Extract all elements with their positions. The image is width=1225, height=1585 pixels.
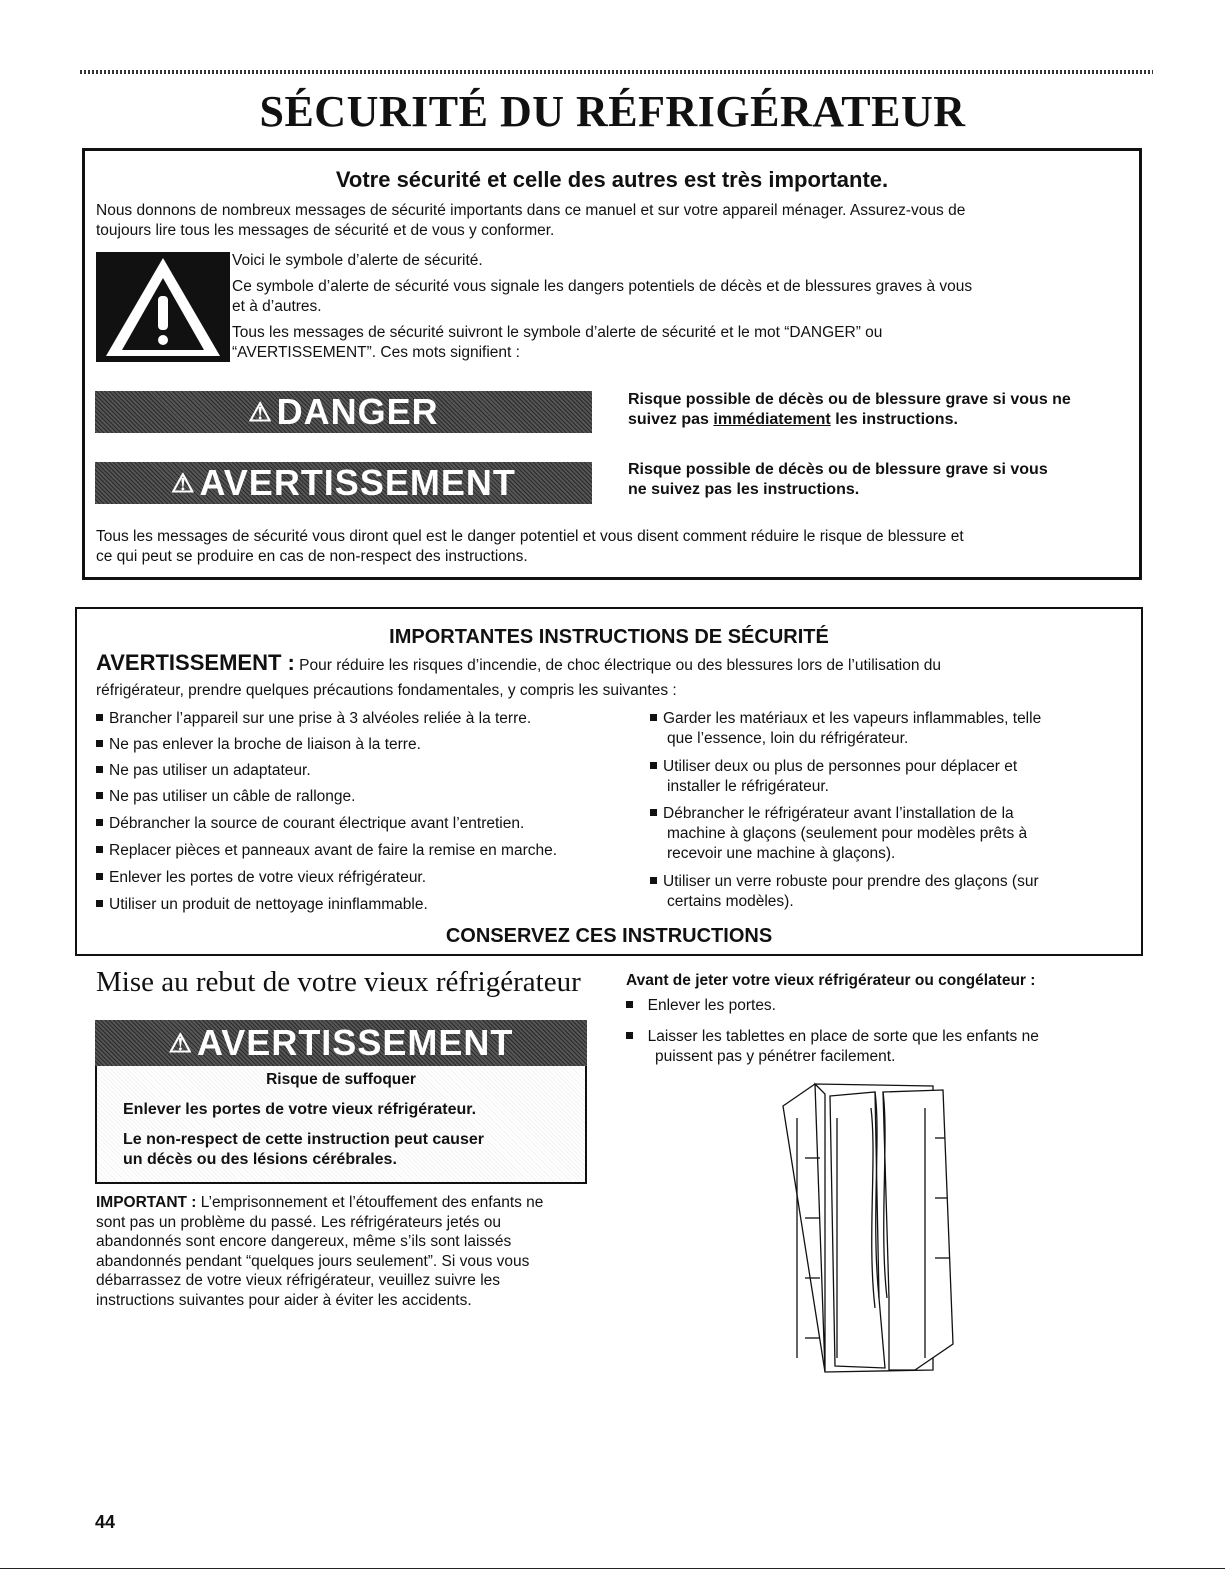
- consequence-1: Le non-respect de cette instruction peut causer: [123, 1131, 484, 1148]
- instruction-item-text: Utiliser un produit de nettoyage ininflammable.: [109, 896, 428, 913]
- words-1: Tous les messages de sécurité suivront le symbole d’alerte de sécurité et le mot “DANGER” ou: [232, 324, 883, 341]
- bullet-icon: [96, 766, 103, 773]
- bottom-rule: [0, 1568, 1225, 1569]
- safety-heading: Votre sécurité et celle des autres est très importante.: [335, 167, 889, 192]
- safety-alert-icon: [96, 252, 230, 362]
- instruction-item-cont: [667, 892, 794, 912]
- instruction-item-text: recevoir une machine à glaçons).: [667, 845, 896, 862]
- action-text: Enlever les portes de votre vieux réfrigérateur.: [123, 1101, 477, 1118]
- instruction-item: [96, 868, 426, 888]
- instruction-item-text: Débrancher le réfrigérateur avant l’installation de la: [663, 805, 1014, 822]
- risk-label: Risque de suffoquer: [266, 1071, 416, 1088]
- bullet-icon: [650, 809, 657, 816]
- danger-desc-2: [628, 410, 958, 430]
- important-line: [96, 1193, 543, 1213]
- instructions-warning-word: AVERTISSEMENT :: [96, 650, 295, 675]
- bullet-icon: [96, 900, 103, 907]
- instruction-item-text: installer le réfrigérateur.: [667, 778, 829, 795]
- warning-label: AVERTISSEMENT: [199, 462, 516, 503]
- important-line: [96, 1252, 543, 1272]
- instruction-item-text: certains modèles).: [667, 893, 794, 910]
- bullet-icon: [650, 714, 657, 721]
- safety-outro-2: ce qui peut se produire en cas de non-respect des instructions.: [96, 548, 528, 565]
- bullet-icon: [96, 846, 103, 853]
- symbol-desc-1: Ce symbole d’alerte de sécurité vous signale les dangers potentiels de décès et de blessures graves à vous: [232, 278, 973, 295]
- safety-intro-2: toujours lire tous les messages de sécurité et de vous y conformer.: [96, 222, 555, 239]
- safety-outro-1: Tous les messages de sécurité vous diront quel est le danger potentiel et vous disent comment réduire le risque de blessure et: [96, 528, 964, 545]
- safety-intro-1: Nous donnons de nombreux messages de sécurité importants dans ce manuel et sur votre appareil ménager. Assurez-vous de: [96, 202, 966, 219]
- bullet-icon: [96, 819, 103, 826]
- bullet-icon: [96, 873, 103, 880]
- bullet-icon: [96, 714, 103, 721]
- instruction-item-text: Ne pas enlever la broche de liaison à la terre.: [109, 736, 421, 753]
- instruction-item-text: Ne pas utiliser un câble de rallonge.: [109, 788, 356, 805]
- warning-desc-1: Risque possible de décès ou de blessure grave si vous: [628, 461, 1048, 478]
- instruction-item: [650, 757, 1017, 777]
- refrigerator-illustration: [775, 1078, 980, 1383]
- symbol-desc-2: et à d’autres.: [232, 298, 322, 315]
- bullet-icon: [96, 740, 103, 747]
- instruction-item-text: Utiliser deux ou plus de personnes pour déplacer et: [663, 758, 1018, 775]
- disposal-warning-label: AVERTISSEMENT: [196, 1022, 514, 1063]
- important-line-text: abandonnés pendant “quelques jours seulement”. Si vous vous: [96, 1252, 530, 1270]
- danger-desc-1: Risque possible de décès ou de blessure grave si vous ne: [628, 391, 1071, 408]
- instruction-item: [650, 872, 1039, 892]
- instructions-footer: CONSERVEZ CES INSTRUCTIONS: [445, 925, 773, 947]
- instruction-item: [650, 709, 1041, 729]
- important-line-text: L’emprisonnement et l’étouffement des enfants ne: [200, 1194, 544, 1211]
- disposal-warning-banner: [95, 1020, 587, 1066]
- instruction-item-cont: [667, 777, 829, 797]
- consequence-2: un décès ou des lésions cérébrales.: [123, 1151, 397, 1168]
- instruction-item-cont: [667, 824, 1027, 844]
- important-line-text: abandonnés sont encore dangereux, même s’ils sont laissés: [96, 1233, 512, 1250]
- before-heading: Avant de jeter votre vieux réfrigérateur ou congélateur :: [626, 972, 1036, 989]
- instruction-item-cont: [667, 844, 895, 864]
- bullet-icon: [650, 877, 657, 884]
- danger-desc-2c: les instructions.: [835, 411, 958, 428]
- instructions-heading: IMPORTANTES INSTRUCTIONS DE SÉCURITÉ: [389, 626, 829, 648]
- before-item-1: [626, 996, 776, 1016]
- instructions-warning-text-2: réfrigérateur, prendre quelques précautions fondamentales, y compris les suivantes :: [96, 682, 677, 699]
- instruction-item-text: Débrancher la source de courant électrique avant l’entretien.: [109, 815, 525, 832]
- instruction-item: [96, 787, 355, 807]
- important-line-text: débarrassez de votre vieux réfrigérateur, veuillez suivre les: [96, 1272, 501, 1289]
- important-line: [96, 1291, 543, 1311]
- instruction-item-text: Ne pas utiliser un adaptateur.: [109, 762, 311, 779]
- danger-desc-2a: suivez pas: [628, 411, 709, 428]
- disposal-heading: Mise au rebut de votre vieux réfrigérateur: [96, 966, 581, 998]
- before-item-2-text: Laisser les tablettes en place de sorte que les enfants ne: [647, 1028, 1039, 1045]
- words-2: “AVERTISSEMENT”. Ces mots signifient :: [232, 344, 520, 361]
- warning-triangle-icon: ⚠: [168, 1027, 193, 1058]
- important-line-text: sont pas un problème du passé. Les réfrigérateurs jetés ou: [96, 1213, 501, 1231]
- symbol-text: Voici le symbole d’alerte de sécurité.: [232, 252, 483, 269]
- page-title: SÉCURITÉ DU RÉFRIGÉRATEUR: [259, 87, 966, 136]
- warning-banner: [95, 462, 592, 504]
- bullet-icon: [96, 792, 103, 799]
- warning-triangle-icon: ⚠: [248, 396, 273, 427]
- instruction-item: [96, 709, 531, 729]
- danger-banner: [95, 391, 592, 433]
- instruction-item: [96, 761, 311, 781]
- instruction-item: [96, 841, 557, 861]
- page-number: 44: [95, 1512, 116, 1532]
- danger-label: DANGER: [276, 391, 439, 432]
- instruction-item: [96, 814, 524, 834]
- before-item-2-cont: puissent pas y pénétrer facilement.: [655, 1048, 896, 1065]
- instruction-item-text: Enlever les portes de votre vieux réfrigérateur.: [109, 869, 427, 886]
- bullet-icon: [650, 762, 657, 769]
- important-label: IMPORTANT :: [96, 1194, 197, 1211]
- important-paragraph: [96, 1193, 543, 1310]
- instruction-item: [96, 895, 428, 915]
- instruction-item: [96, 735, 421, 755]
- top-rule: [80, 70, 1153, 74]
- instruction-item-text: Brancher l’appareil sur une prise à 3 alvéoles reliée à la terre.: [109, 710, 532, 727]
- instructions-warning-line: [96, 650, 942, 676]
- important-line: [96, 1213, 543, 1233]
- instruction-item-cont: [667, 729, 908, 749]
- instruction-item-text: Garder les matériaux et les vapeurs inflammables, telle: [663, 710, 1042, 727]
- instruction-item-text: Utiliser un verre robuste pour prendre des glaçons (sur: [663, 873, 1039, 890]
- instruction-item-text: machine à glaçons (seulement pour modèles prêts à: [667, 825, 1028, 842]
- important-line: [96, 1232, 543, 1252]
- danger-desc-2b: immédiatement: [713, 411, 831, 428]
- instruction-item-text: Replacer pièces et panneaux avant de faire la remise en marche.: [109, 842, 558, 859]
- important-line-text: instructions suivantes pour aider à éviter les accidents.: [96, 1291, 472, 1309]
- instruction-item: [650, 804, 1014, 824]
- instructions-warning-text-1: Pour réduire les risques d’incendie, de choc électrique ou des blessures lors de l’utilisation du: [299, 657, 942, 674]
- instruction-item-text: que l’essence, loin du réfrigérateur.: [667, 730, 909, 747]
- before-item-1-text: Enlever les portes.: [647, 997, 776, 1014]
- warning-desc-2: ne suivez pas les instructions.: [628, 481, 860, 498]
- warning-triangle-icon: ⚠: [171, 467, 196, 498]
- before-item-2: [626, 1027, 1039, 1047]
- important-line: [96, 1271, 543, 1291]
